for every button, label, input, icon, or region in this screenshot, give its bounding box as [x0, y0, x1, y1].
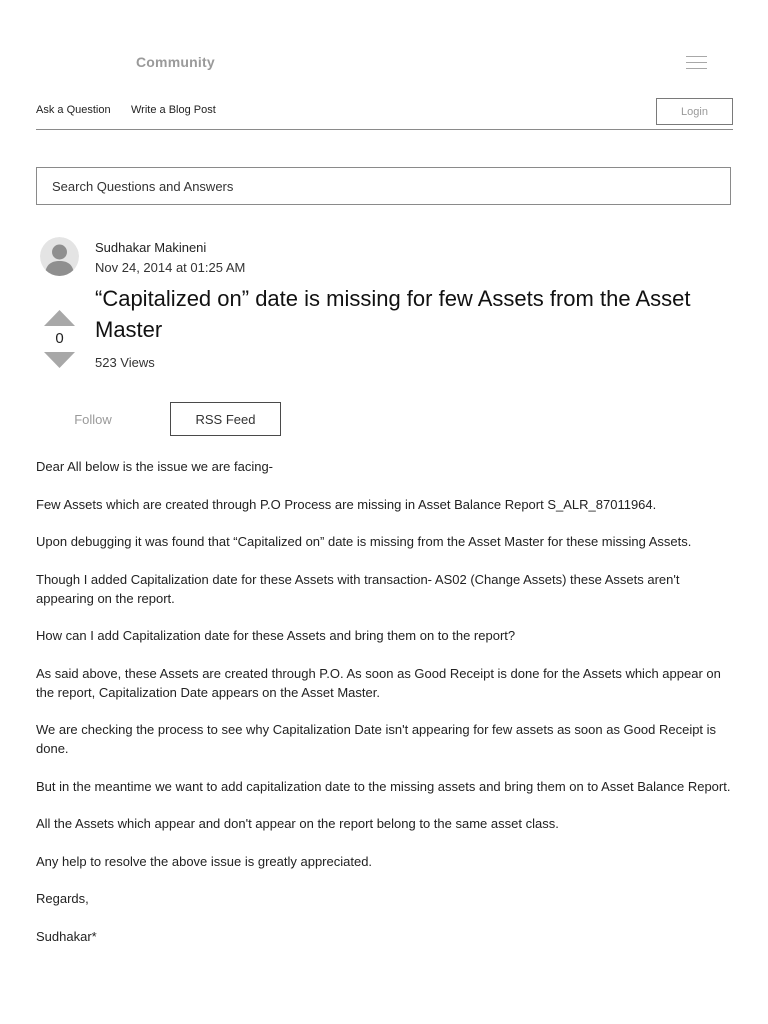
- body-paragraph: Any help to resolve the above issue is greatly appreciated.: [36, 853, 373, 869]
- body-paragraph: Sudhakar*: [36, 928, 97, 944]
- follow-button[interactable]: Follow: [74, 411, 112, 427]
- question-title: “Capitalized on” date is missing for few Assets from the Asset Master: [95, 286, 691, 342]
- write-blog-post-link[interactable]: Write a Blog Post: [131, 104, 216, 116]
- rss-feed-button[interactable]: RSS Feed: [170, 402, 281, 436]
- vote-count: 0: [55, 330, 64, 347]
- ask-question-link[interactable]: Ask a Question: [36, 104, 111, 116]
- body-paragraph: Few Assets which are created through P.O Process are missing in Asset Balance Report S_ALR_87011964.: [36, 496, 657, 512]
- body-paragraph: Though I added Capitalization date for these Assets with transaction- AS02 (Change Assets) these Assets aren't appearing on the report.: [36, 571, 680, 606]
- body-paragraph: Upon debugging it was found that “Capitalized on” date is missing from the Asset Master for these missing Assets.: [36, 534, 692, 549]
- search-placeholder: Search Questions and Answers: [52, 178, 234, 194]
- header-divider: [36, 129, 733, 130]
- view-count: 523 Views: [95, 355, 155, 370]
- body-paragraph: But in the meantime we want to add capitalization date to the missing assets and bring them on to Asset Balance Report.: [36, 778, 731, 794]
- body-paragraph: How can I add Capitalization date for these Assets and bring them on to the report?: [36, 628, 516, 643]
- body-paragraph: As said above, these Assets are created through P.O. As soon as Good Receipt is done for the Assets which appear on the report, Capitalization Date appears on the Asset Master.: [36, 665, 721, 700]
- search-input[interactable]: [36, 167, 731, 205]
- post-date: Nov 24, 2014 at 01:25 AM: [95, 260, 246, 275]
- login-button[interactable]: Login: [656, 98, 733, 125]
- community-brand[interactable]: Community: [136, 54, 215, 70]
- downvote-triangle-icon[interactable]: [44, 352, 75, 373]
- upvote-triangle-icon[interactable]: [44, 310, 75, 331]
- body-paragraph: All the Assets which appear and don't appear on the report belong to the same asset class.: [36, 816, 559, 831]
- body-paragraph: We are checking the process to see why Capitalization Date isn't appearing for few assets as soon as Good Receipt is done.: [36, 722, 717, 756]
- body-paragraph: Dear All below is the issue we are facing-: [36, 459, 274, 474]
- body-paragraph: Regards,: [36, 891, 89, 906]
- author-name[interactable]: Sudhakar Makineni: [95, 240, 207, 255]
- user-avatar-icon[interactable]: [40, 237, 79, 276]
- hamburger-menu-icon[interactable]: [686, 56, 707, 70]
- question-body: [36, 457, 736, 964]
